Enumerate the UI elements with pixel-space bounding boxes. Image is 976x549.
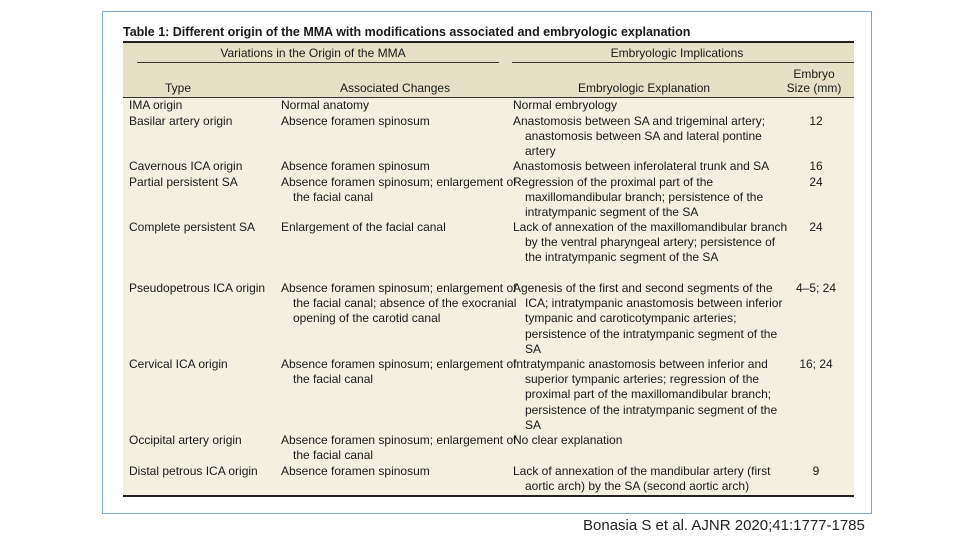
column-header-explanation: Embryologic Explanation [578, 81, 711, 95]
cell-changes: Enlargement of the facial canal [281, 220, 446, 234]
column-header-size-line1: Embryo [793, 67, 835, 81]
cell-changes: Absence foramen spinosum; enlargement of the facial canal [281, 433, 517, 463]
table-title: Table 1: Different origin of the MMA with modifications associated and embryologic explanation [123, 25, 691, 39]
cell-changes: Absence foramen spinosum; enlargement of the facial canal; absence of the exocranial opening of the carotid canal [281, 281, 517, 326]
cell-size: 4–5; 24 [795, 281, 837, 295]
cell-explanation: Lack of annexation of the mandibular artery (first aortic arch) by the SA (second aortic arch) [513, 464, 771, 494]
group-header-variations: Variations in the Origin of the MMA [220, 46, 406, 60]
cell-type: Pseudopetrous ICA origin [129, 281, 266, 295]
cell-type: Distal petrous ICA origin [129, 464, 258, 478]
cell-explanation: Anastomosis between inferolateral trunk and SA [513, 159, 770, 173]
group-rule-variations [137, 62, 499, 63]
cell-type: Partial persistent SA [129, 175, 238, 189]
cell-changes: Absence foramen spinosum [281, 159, 430, 173]
column-header-changes: Associated Changes [340, 81, 451, 95]
cell-type: Cervical ICA origin [129, 357, 228, 371]
cell-type: Complete persistent SA [129, 220, 256, 234]
cell-type: Cavernous ICA origin [129, 159, 243, 173]
cell-size: 24 [809, 175, 823, 189]
cell-type: Occipital artery origin [129, 433, 242, 447]
cell-type: IMA origin [129, 98, 183, 112]
cell-explanation: No clear explanation [513, 433, 623, 447]
cell-changes: Absence foramen spinosum; enlargement of the facial canal [281, 357, 517, 387]
cell-size: 24 [809, 220, 823, 234]
cell-size: 12 [809, 114, 823, 128]
column-header-size [786, 67, 842, 95]
citation: Bonasia S et al. AJNR 2020;41:1777-1785 [583, 517, 865, 534]
group-rule-embryologic [512, 62, 854, 63]
cell-size: 16; 24 [799, 357, 833, 371]
cell-explanation: Normal embryology [513, 98, 618, 112]
cell-changes: Normal anatomy [281, 98, 370, 112]
cell-changes: Absence foramen spinosum; enlargement of the facial canal [281, 175, 517, 205]
cell-size: 9 [812, 464, 820, 478]
cell-changes: Absence foramen spinosum [281, 464, 430, 478]
cell-explanation: Agenesis of the first and second segments of the ICA; intratympanic anastomosis between inferior tympanic and caroticotympanic arteries; persistence of the intratympanic segment of the SA [513, 281, 783, 356]
table-frame [102, 11, 872, 514]
column-header-type: Type [165, 81, 192, 95]
cell-explanation: Intratympanic anastomosis between inferior and superior tympanic arteries; regression of the proximal part of the maxillomandibular branch; persistence of the intratympanic segment of the SA [513, 357, 778, 432]
cell-type: Basilar artery origin [129, 114, 233, 128]
bottom-rule [123, 495, 854, 497]
group-header-embryologic: Embryologic Implications [610, 46, 744, 60]
cell-explanation: Lack of annexation of the maxillomandibular branch by the ventral pharyngeal artery; persistence of the intratympanic segment of the SA [513, 220, 788, 265]
cell-size: 16 [809, 159, 823, 173]
cell-changes: Absence foramen spinosum [281, 114, 430, 128]
column-header-size-line2: Size (mm) [786, 81, 842, 95]
cell-explanation: Regression of the proximal part of the maxillomandibular branch; persistence of the intratympanic segment of the SA [513, 175, 764, 220]
cell-explanation: Anastomosis between SA and trigeminal artery; anastomosis between SA and lateral pontine artery [513, 114, 766, 159]
